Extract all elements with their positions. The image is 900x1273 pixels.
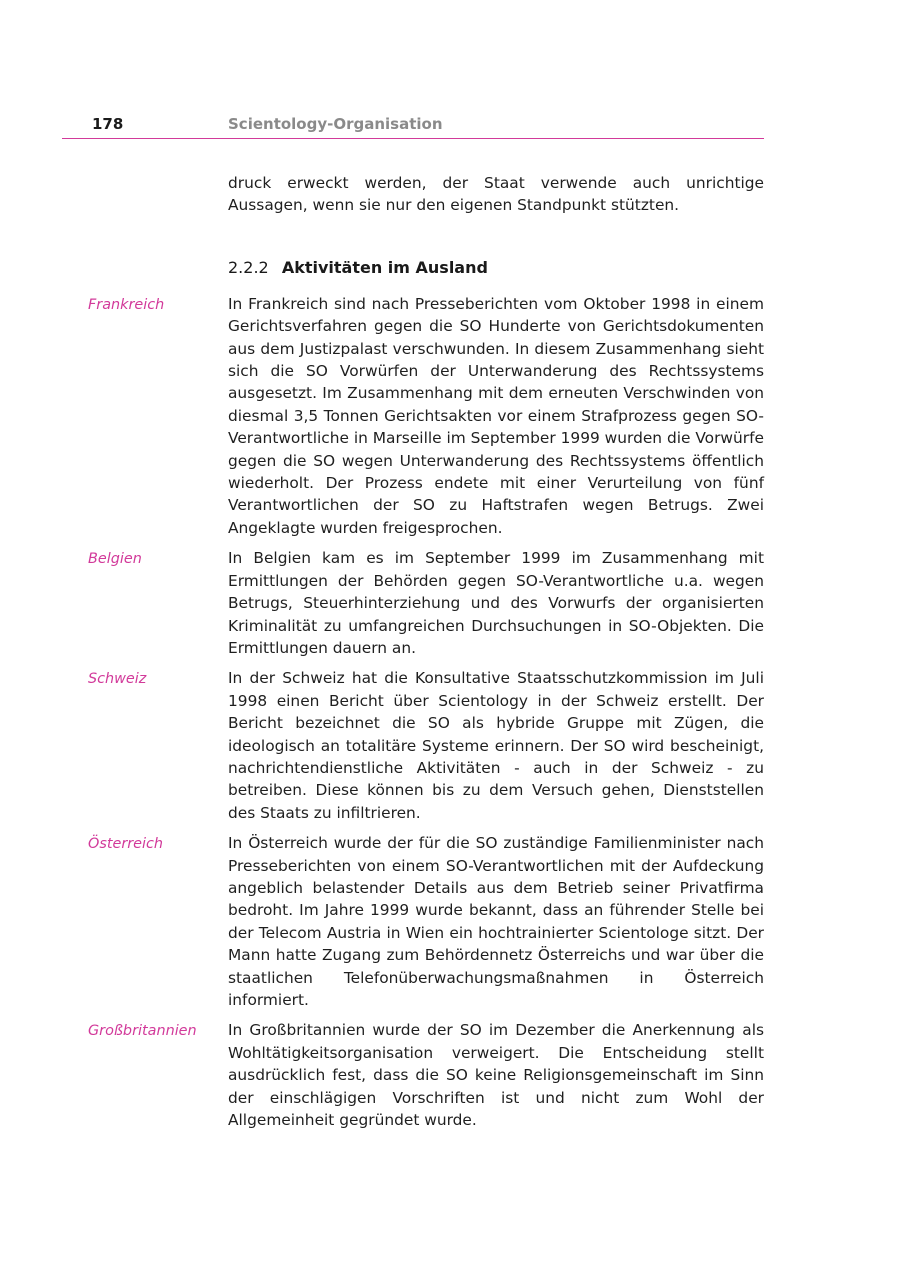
paragraph-schweiz: In der Schweiz hat die Konsultative Staatsschutzkommission im Juli 1998 einen Bericht über Scientology in der Schweiz erstellt. Der Bericht bezeichnet die SO als hybride Gruppe mit Zügen, die ideologisch an totalitäre Systeme erinnern. Der SO wird bescheinigt, nachrichtendienstliche Aktivitäten - auch in der Schweiz - zu betreiben. Diese können bis zu dem Versuch gehen, Dienststellen des Staats zu infiltrieren. xyxy=(228,669,764,822)
paragraph-grossbritannien: In Großbritannien wurde der SO im Dezember die Anerkennung als Wohltätigkeitsorganisation verweigert. Die Entscheidung stellt ausdrücklich fest, dass die SO keine Religionsgemeinschaft im Sinn der einschlägigen Vorschriften ist und nicht zum Wohl der Allgemeinheit gegründet wurde. xyxy=(228,1021,764,1130)
entry-oesterreich xyxy=(88,832,764,1011)
margin-label-belgien: Belgien xyxy=(88,551,142,568)
entry-grossbritannien xyxy=(88,1019,764,1131)
main-content xyxy=(88,172,764,1139)
entry-schweiz xyxy=(88,667,764,824)
entry-belgien xyxy=(88,547,764,659)
section-title: Aktivitäten im Ausland xyxy=(281,257,488,277)
paragraph-oesterreich: In Österreich wurde der für die SO zuständige Familienminister nach Presseberichten von einem SO-Verantwortlichen mit der Aufdeckung angeblich belastender Details aus dem Betrieb seiner Privatfirma bedroht. Im Jahre 1999 wurde bekannt, dass an führender Stelle bei der Telecom Austria in Wien ein hochtrainierter Scientologe sitzt. Der Mann hatte Zugang zum Behördennetz Österreichs und war über die staatlichen Telefonüberwachungsmaßnahmen in Österreich informiert. xyxy=(228,834,764,1009)
margin-label-schweiz: Schweiz xyxy=(88,671,147,688)
margin-label-frankreich: Frankreich xyxy=(88,296,165,313)
intro-paragraph: druck erweckt werden, der Staat verwende auch unrichtige Aussagen, wenn sie nur den eigenen Standpunkt stützten. xyxy=(228,174,764,215)
margin-label-oesterreich: Österreich xyxy=(88,836,164,853)
running-title: Scientology-Organisation xyxy=(228,115,443,133)
header-rule xyxy=(62,138,764,139)
margin-label-grossbritannien: Großbritannien xyxy=(88,1023,197,1040)
section-heading xyxy=(228,257,764,279)
page-number: 178 xyxy=(92,115,124,133)
paragraph-frankreich: In Frankreich sind nach Presseberichten vom Oktober 1998 in einem Gerichtsverfahren gegen die SO Hunderte von Gerichtsdokumenten aus dem Justizpalast verschwunden. In diesem Zusammenhang sieht sich die SO Vorwürfen der Unterwanderung des Rechtssystems ausgesetzt. Im Zusammenhang mit dem erneuten Verschwinden von diesmal 3,5 Tonnen Gerichtsakten vor einem Strafprozess gegen SO-Verantwortliche in Marseille im September 1999 wurden die Vorwürfe gegen die SO wegen Unterwanderung des Rechtssystems öffentlich wiederholt. Der Prozess endete mit einer Verurteilung von fünf Verantwortlichen der SO zu Haftstrafen wegen Betrugs. Zwei Angeklagte wurden freigesprochen. xyxy=(228,294,764,537)
paragraph-belgien: In Belgien kam es im September 1999 im Zusammenhang mit Ermittlungen der Behörden gegen SO-Verantwortliche u.a. wegen Betrugs, Steuerhinterziehung und des Vorwurfs der organisierten Kriminalität zu umfangreichen Durchsuchungen in SO-Objekten. Die Ermittlungen dauern an. xyxy=(228,549,764,657)
entry-frankreich xyxy=(88,293,764,539)
section-number: 2.2.2 xyxy=(228,257,269,277)
